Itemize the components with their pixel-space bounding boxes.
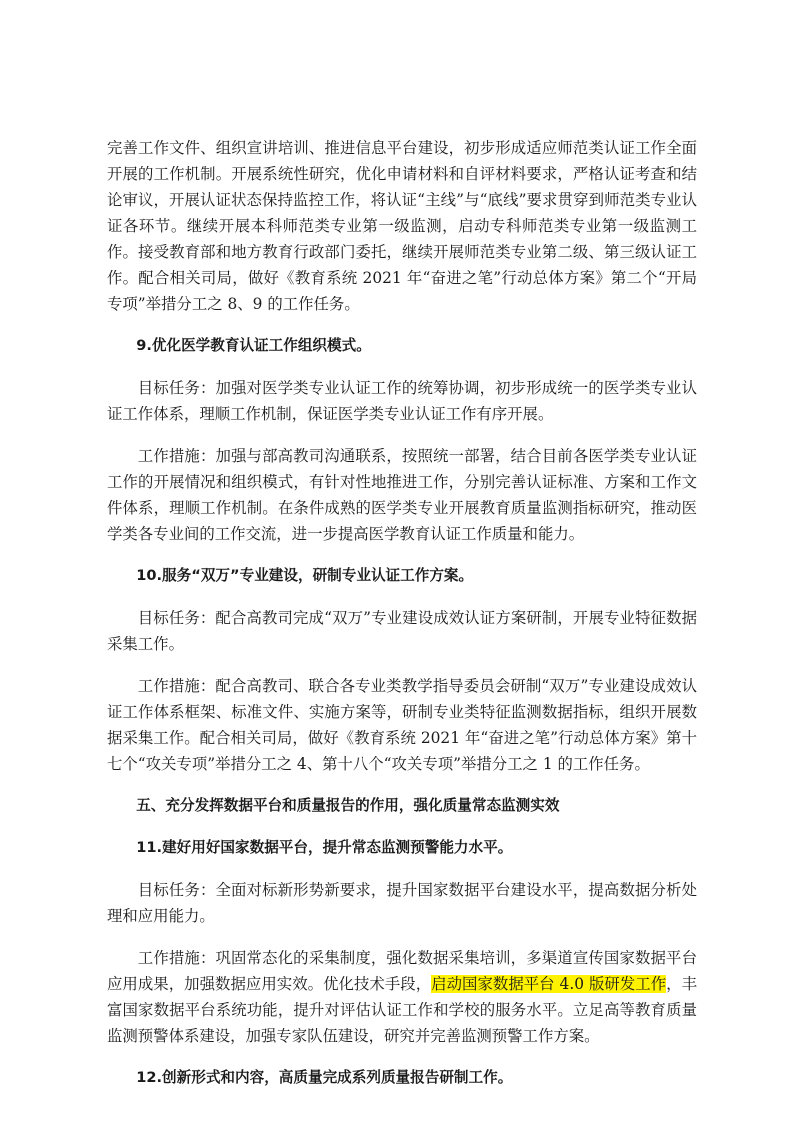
document-body (107, 135, 697, 1107)
heading-item-11: 11.建好用好国家数据平台，提升常态监测预警能力水平。 (136, 839, 513, 856)
paragraph-continuation: 完善工作文件、组织宣讲培训、推进信息平台建设，初步形成适应师范类认证工作全面开展的工作机制。开展系统性研究，优化申请材料和自评材料要求，严格认证考查和结论审议，开展认证状态保持监控工作，将认证“主线”与“底线”要求贯穿到师范类专业认证各环节。继续开展本科师范类专业第一级监测，启动专科师范类专业第一级监测工作。接受教育部和地方教育行政部门委托，继续开展师范类专业第二级、第三级认证工作。配合相关司局，做好《教育系统 2021 年“奋进之笔”行动总体方案》第二个“开局专项”举措分工之 8、9 的工作任务。 (107, 139, 697, 313)
section-heading-5: 五、充分发挥数据平台和质量报告的作用，强化质量常态监测实效 (136, 797, 560, 814)
paragraph-9-measures: 工作措施：加强与部高教司沟通联系，按照统一部署，结合目前各医学类专业认证工作的开展情况和组织模式，有针对性地推进工作，分别完善认证标准、方案和工作文件体系，理顺工作机制。在条件成熟的医学类专业开展教育质量监测指标研究，推动医学类各专业间的工作交流，进一步提高医学教育认证工作质量和能力。 (107, 447, 697, 543)
heading-item-9: 9.优化医学教育认证工作组织模式。 (136, 337, 371, 354)
paragraph-9-goal: 目标任务：加强对医学类专业认证工作的统筹协调，初步形成统一的医学类专业认证工作体系，理顺工作机制，保证医学类专业认证工作有序开展。 (107, 379, 697, 423)
highlighted-text: 启动国家数据平台 4.0 版研发工作 (431, 975, 667, 993)
paragraph-11-text-after: ，丰富国家数据平台系统功能，提升对评估认证工作和学校的服务水平。立足高等教育质量监测预警体系建设，加强专家队伍建设，研究并完善监测预警工作方案。 (107, 975, 697, 1045)
paragraph-11-goal: 目标任务：全面对标新形势新要求，提升国家数据平台建设水平，提高数据分析处理和应用能力。 (107, 881, 697, 925)
paragraph-10-measures: 工作措施：配合高教司、联合各专业类教学指导委员会研制“双万”专业建设成效认证工作体系框架、标准文件、实施方案等，研制专业类特征监测数据指标，组织开展数据采集工作。配合相关司局，做好《教育系统 2021 年“奋进之笔”行动总体方案》第十七个“攻关专项”举措分工之 4、第十八个“攻关专项”举措分工之 1 的工作任务。 (107, 677, 697, 773)
paragraph-11-measures (107, 945, 697, 1049)
heading-item-12: 12.创新形式和内容，高质量完成系列质量报告研制工作。 (136, 1069, 513, 1086)
heading-item-10: 10.服务“双万”专业建设，研制专业认证工作方案。 (136, 567, 474, 584)
paragraph-10-goal: 目标任务：配合高教司完成“双万”专业建设成效认证方案研制，开展专业特征数据采集工作。 (107, 609, 697, 653)
paragraph-11-text-before: 工作措施：巩固常态化的采集制度，强化数据采集培训，多渠道宣传国家数据平台应用成果，加强数据应用实效。优化技术手段， (107, 949, 697, 993)
